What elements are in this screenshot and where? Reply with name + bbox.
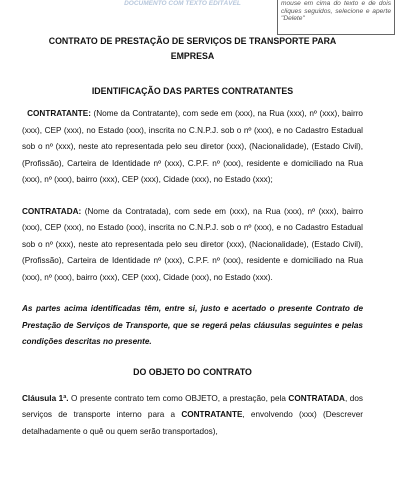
section-parties-heading: IDENTIFICAÇÃO DAS PARTES CONTRATANTES <box>91 86 294 96</box>
document-page <box>22 34 363 440</box>
clause-1-text-a: O presente contrato tem como OBJETO, a prestação, pela <box>68 393 289 403</box>
clause-1-text-c: , envolvendo (xxx) (Descrever detalhadamente o quê ou quem serão transportados), <box>22 410 363 436</box>
title-line-1: CONTRATO DE PRESTAÇÃO DE SERVIÇOS DE TRANSPORTE PARA <box>48 36 337 46</box>
contratante-label: CONTRATANTE: <box>27 109 91 118</box>
document-title <box>22 34 363 64</box>
clause-1-text-b: , dos serviços de transporte interno para a <box>22 393 363 419</box>
edit-tip-box <box>277 0 395 35</box>
section-object-heading: DO OBJETO DO CONTRATO <box>133 366 252 377</box>
clause-1-contratada: CONTRATADA <box>288 393 345 403</box>
clause-1-label: Cláusula 1ª. <box>22 393 69 403</box>
contratada-text: (Nome da Contratada), com sede em (xxx), na Rua (xxx), nº (xxx), bairro (xxx), CEP (xxx), no Estado (xxx), inscrita no C.N.P.J. sob o nº (xxx), e no Cadastro Estadual sob o nº (xxx), neste ato representada pelo seu diretor (xxx), (Nacionalidade), (Estado Civil), (Profissão), Carteira de Identidade nº (xxx), C.P.F. nº (xxx), residente e domiciliado na Rua (xxx), nº (xxx), bairro (xxx), CEP (xxx), Cidade (xxx), no Estado (xxx). <box>22 206 363 282</box>
document-banner: DOCUMENTO COM TEXTO EDITÁVEL <box>124 0 241 7</box>
agreement-paragraph: As partes acima identificadas têm, entre si, justo e acertado o presente Contrato de Prestação de Serviços de Transporte, que se regerá pelas cláusulas seguintes e pelas condições descritas no presente. <box>22 304 363 346</box>
contratante-text: (Nome da Contratante), com sede em (xxx), na Rua (xxx), nº (xxx), bairro (xxx), CEP (xxx), no Estado (xxx), inscrita no C.N.P.J. sob o nº (xxx), e no Cadastro Estadual sob o nº (xxx), neste ato representada pelo seu diretor (xxx), (Nacionalidade), (Estado Civil), (Profissão), Carteira de Identidade nº (xxx), C.P.F. nº (xxx), residente e domiciliado na Rua (xxx), nº (xxx), bairro (xxx), CEP (xxx), Cidade (xxx), no Estado (xxx); <box>22 109 363 184</box>
contratada-label: CONTRATADA: <box>22 206 82 216</box>
clause-1-paragraph <box>22 391 363 441</box>
contratante-paragraph <box>22 106 363 189</box>
clause-1-contratante: CONTRATANTE <box>181 410 243 419</box>
title-line-2: EMPRESA <box>170 51 215 61</box>
contratada-paragraph <box>22 204 363 287</box>
edit-tip-text: mouse em cima do texto e de dois cliques seguidos, selecione e aperte "Delete" <box>281 0 391 22</box>
